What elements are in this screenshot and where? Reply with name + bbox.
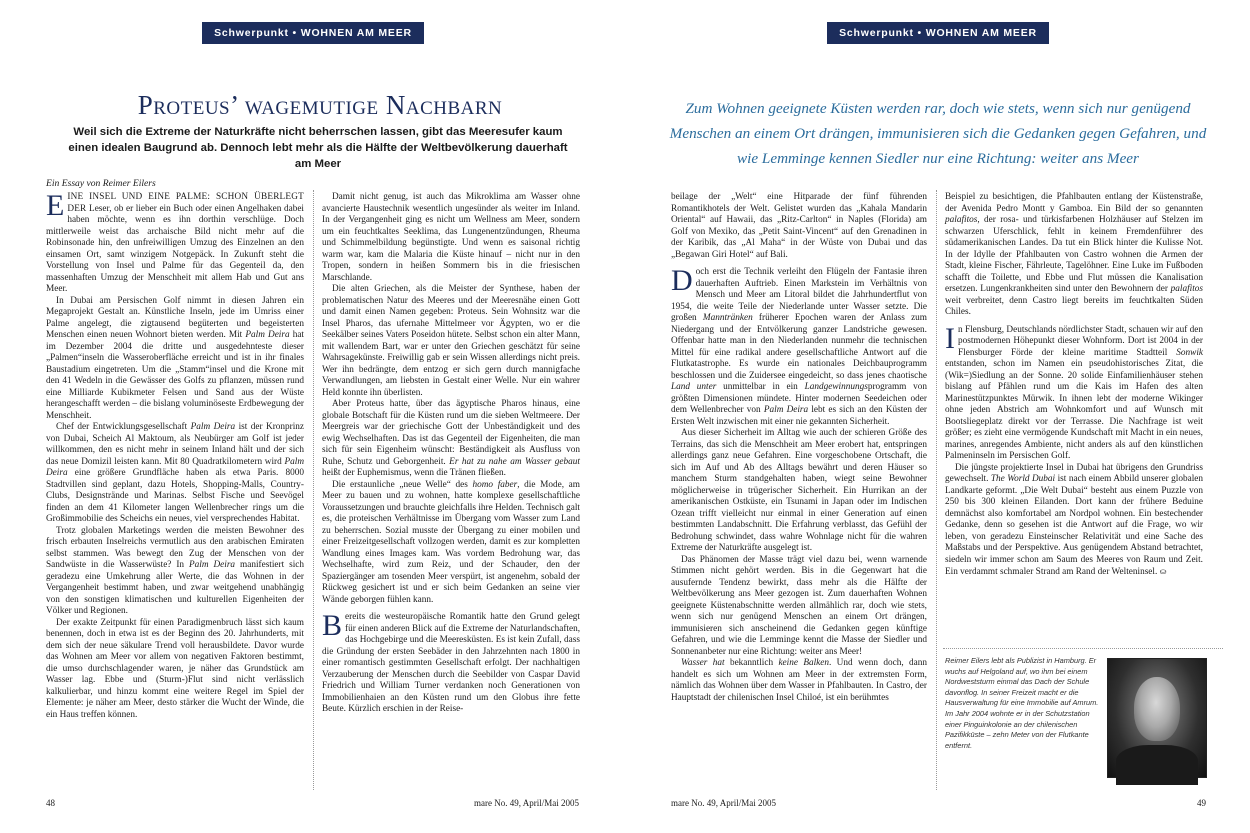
column-divider (936, 190, 937, 790)
article-lead: Weil sich die Extreme der Naturkräfte nicht beherrschen lassen, gibt das Meeresufer kaum einen idealen Baugrund ab. Dennoch lebt mehr als die Hälfte der Weltbevölkerung dauerhaft am Meer (68, 126, 568, 170)
magazine-issue: mare No. 49, April/Mai 2005 (671, 798, 776, 808)
paragraph: beilage der „Welt“ eine Hitparade der fünf führenden Romantikhotels der Welt. Gelistet wurden das „Kahala Mandarin Oriental“ auf Hawaii, das „Ritz-Carlton“ in Naples (Florida) am Golf von Mexiko, das „Petit Saint-Vincent“ auf den Grenadinen in der Karibik, das „Al Maha“ in der Wüste von Dubai und das „Begawan Giri Hotel“ auf Bali. (671, 192, 927, 260)
portrait-face (1134, 677, 1180, 741)
portrait-shoulders (1116, 745, 1198, 785)
paragraph: Aus dieser Sicherheit im Alltag wie auch der schieren Größe des Terrains, das sich die Menschheit am Meer erobert hat, entspringen allerdings ganz neue Gefahren. Eine vorgeschobene Ortschaft, die sich im Auf und Ab des Alltags bewährt und deren Häuser so manchem Sturm standgehalten haben, wiegt seine Bewohner möglicherweise in trügerischer Sicherheit. Ein Hurrikan an der amerikanischen Ostküste, ein Tsunami in Japan oder im Indischen Ozean trifft vielleicht nur einmal in einer Generation auf einen bestimmten Landabschnitt. Die Erfahrung verblasst, das Gefühl der Bedrohung schwindet, dass wahre Wohnlage nicht für die wahren Extreme der Naturkräfte ausgelegt ist. (671, 428, 927, 553)
paragraph: Doch erst die Technik verleiht den Flügeln der Fantasie ihren dauerhaften Auftrieb. Einen Markstein im Verhältnis von Mensch und Meer am Litoral bildet die Jahrhundertflut von 1954, die weite Teile der Niederlande unter Wasser setzte. Die großen Manntränken früherer Epochen waren der Anlass zum Niedergang und der Entvölkerung ganzer Landstriche gewesen. Offenbar hatte man in den Niederlanden nunmehr die technischen Mittel für eine radikal andere gesellschaftliche Antwort auf die Flutkatastrophe. Es wurde ein nationales Deichbauprogramm beschlossen und die Zuidersee eingedeicht, so dass jenes chaotische Land unter unmittelbar in ein Landgewinnungsprogramm von größten Dimensionen mündete. Hinter modernen Seedeichen oder dem Wellenbrecher von Palm Deira lebt es sich an den Küsten der Ersten Welt inzwischen mit einer nie gekannten Sicherheit. (671, 264, 928, 427)
paragraph: Trotz globalen Marketings werden die meisten Bewohner des frisch erbauten Inselreichs vermutlich aus den arabischen Emiraten selbst stammen. Was bewegt den Zug der Menschen von der Sandwüste in die Wasserwüste? In Palm Deira manifestiert sich geradezu eine Umkehrung aller Werte, die das Wohnen in der Vergangenheit bestimmt haben, und zwar weitgehend unabhängig von den sonstigen klimatischen und kulturellen Eigenheiten der Völker und Regionen. (46, 525, 305, 616)
paragraph: Damit nicht genug, ist auch das Mikroklima am Wasser ohne avancierte Haustechnik wesentlich ungesünder als weiter im Inland. In der Vergangenheit ging es nicht um Wellness am Meer, sondern um ein feuchtkaltes Seeklima, das Lungenentzündungen, Rheuma und Schimmelbildung begünstigte. Und wenn es saisonal richtig warm war, kam die Malaria die Küste hinauf – nicht nur in den Tropen, sondern in heißen Sommern bis in die friesischen Marschlande. (322, 192, 580, 283)
paragraph: Chef der Entwicklungsgesellschaft Palm Deira ist der Kronprinz von Dubai, Scheich Al Maktoum, als Neubürger am Golf ist jeder willkommen, den es nicht mehr in seinem Inland hält und der sich das neue Domizil leisten kann. Mit 80 Quadratkilometern wird Palm Deira eine größere Grundfläche haben als etwa Paris. 8000 Stadtvillen sind geplant, dazu Hotels, Shopping-Malls, Country-Clubs, Designstrände und Marinas. Selbst Fische und Seevögel finden an dem 41 Kilometer langen Wellenbrecher rings um die Großimmobilie des Scheichs ein neues, viel versprechendes Habitat. (46, 422, 305, 524)
magazine-issue: mare No. 49, April/Mai 2005 (474, 798, 579, 808)
author-portrait (1107, 658, 1207, 778)
right-page (625, 0, 1250, 833)
pull-quote: Zum Wohnen geeignete Küsten werden rar, doch wie stets, wenn sich nur genügend Menschen an einem Ort drängen, immunisieren sich die Gedanken gegen Gefahren, und wie Lemminge kennen Siedler nur eine Richtung: weiter ans Meer (669, 100, 1207, 167)
paragraph: Die jüngste projektierte Insel in Dubai hat übrigens den Grundriss gewechselt. The World Dubai ist nach einem Abbild unserer globalen Landkarte geformt. „Die Welt Dubai“ besteht aus einem Puzzle von 250 bis 300 kleinen Eilanden. Dort kann der frühere Beduine demnächst also komfortabel am Nordpol wohnen. Ein bestechender Gedanke, denn so gesehen ist die Antwort auf die Frage, wo wir leben, von geradezu Einsteinscher Relativität und eine Sache des Maßstabs und der Perspektive. Aus genügendem Abstand betrachtet, siedeln wir immer schon am Saum des Meeres von Raum und Zeit. Ein verdammt schmaler Strand am Rand der Welteninsel. ⛀ (945, 462, 1204, 577)
bio-divider (943, 648, 1223, 649)
byline: Ein Essay von Reimer Eilers (46, 178, 156, 189)
drop-cap: E (46, 189, 65, 222)
author-bio: Reimer Eilers lebt als Publizist in Hamburg. Er wuchs auf Helgoland auf, wo ihm bei einem Nordweststurm einmal das Dach der Schule davonflog. In seiner Freizeit macht er die Hausverwaltung für eine Immobilie auf Amrum. Im Jahr 2004 wohnte er in der Schutzstation einer Pinguinkolonie an der chilenischen Pazifikküste – zehn Meter von der Flutkante entfernt. (945, 656, 1099, 750)
paragraph: Das Phänomen der Masse trägt viel dazu bei, wenn warnende Stimmen nicht gehört werden. Bis in die Gegenwart hat die ausufernde Tendenz bewirkt, dass mehr als die Hälfte der Weltbevölkerung ans Meer gezogen ist. Zum dauerhaften Wohnen geeignete Küstenabschnitte werden allmählich rar, doch wie stets, wenn sich nur genügend Menschen an einem Ort drängen, immunisieren sich anscheinend die Gedanken gegen künftige Gefahren, und wie die Lemminge kennt die Masse der Siedler und Sonnenanbeter nur eine Richtung: weiter ans Meer! (671, 554, 927, 657)
paragraph: Die alten Griechen, als die Meister der Synthese, haben der problematischen Natur des Meeres und der Meeresnähe einen Gott und damit einen Namen gegeben: Proteus. Sein Wohnsitz war die Insel Pharos, das ufernahe Mittelmeer vor Ägypten, wo er die Seekälber seines Vaters Poseidon hütete. Selbst schon ein alter Mann, mit wallendem Bart, war er unter den Griechen geschätzt für seine Wahrsagekünste. Freiwillig gab er sein Wissen allerdings nicht preis. Wer ihn bedrängte, dem entzog er sich gern durch mannigfache Verwandlungen, am liebsten in Gestalt einer Welle. Nur ein wahrer Held konnte ihn überlisten. (322, 284, 580, 398)
column-divider (313, 190, 314, 790)
paragraph: Beispiel zu besichtigen, die Pfahlbauten entlang der Küstenstraße, der Avenida Pedro Montt y Gamboa. Ein Bild der so genannten palafitos, der rosa- und türkisfarbenen Holzhäuser auf Stelzen im schwarzen Uferschlick, fehlt in keinem Fremdenführer des südamerikanischen Landes. Da tut ein Blick hinter die Kulisse Not. In der Idylle der Pfahlbauten von Castro wohnen die Armen der Stadt, kleine Fischer, Fährleute, Tagelöhner. Eine Luke im Fußboden schafft die Toilette, und Ebbe und Flut müssen die Kanalisation ersetzen. Lungenkrankheiten sind unter den Bewohnern der palafitos weit verbreitet, denn Castro liegt bereits im feuchtkalten Süden Chiles. (945, 192, 1204, 317)
column-1 (46, 189, 305, 721)
page-number: 48 (46, 798, 55, 808)
paragraph: Aber Proteus hatte, über das ägyptische Pharos hinaus, eine globale Botschaft für die Küsten rund um die sieben Weltmeere. Der Meergreis war der griechische Gott der Unbeständigkeit und des ewig Wechselhaften. Das ist das Gegenteil der Eigenheiten, die man sich für sein Eigenheim wünscht: Beständigkeit als Ausfluss von Ruhe, Schutz und Geborgenheit. Er hat zu nahe am Wasser gebaut heißt der Euphemismus, wenn die Tränen fließen. (322, 399, 580, 478)
paragraph: Der exakte Zeitpunkt für einen Paradigmenbruch lässt sich kaum benennen, doch in etwa ist es der Beginn des 20. Jahrhunderts, mit dem sich der neue säkulare Trend voll herausbildete. Davor wurde das Wohnen am Meer vor allem von negativen Faktoren bestimmt, die umso durchschlagender waren, je näher das Grundstück am Wasser lag. Ebbe und (Sturm-)Flut sind nicht verlässlich kalkulierbar, und hinzu kommt eine weitere Regel im Spiel der Elemente: je näher am Meer, desto stärker die Wucht der Winde, die ein Haus treffen können. (46, 617, 304, 720)
paragraph: Bereits die westeuropäische Romantik hatte den Grund gelegt für einen anderen Blick auf die Extreme der Naturlandschaften, das Hochgebirge und die Meeresküsten. Es ist kein Zufall, dass die Gründung der ersten Seebäder in den Jahrzehnten nach 1800 in einer romantisch gestimmten Gesellschaft erfolgt. Der nachhaltigen Verzauberung der Menschen durch die Seebilder von Caspar David Friedrich und William Turner verdanken noch Generationen von Immobilienhaien an den Küsten rund um den Globus ihre fette Beute. Kürzlich erschien in der Reise- (322, 609, 581, 714)
paragraph: In Flensburg, Deutschlands nördlichster Stadt, schauen wir auf den postmodernen Höhepunkt dieser Wohnform. Dort ist 2004 in der Flensburger Förde der kleine maritime Stadtteil Sonwik entstanden, schon im Namen ein pseudohistorisches Zitat, die (Wik=)Siedlung an der Sonne. 20 solide Einfamilienhäuser stehen bislang auf Pfählen rund um die Kais im Hafen des alten Marinestützpunktes Mürwik. In ihnen lebt der moderne Wikinger ohne jeden Abstrich am Wohnkomfort und auf Wunsch mit Bootsliegeplatz direkt vor der Terrasse. Die Nachfrage ist weit größer; es zieht eine vermögende Kundschaft mit Macht in ein neues, marines, anregendes Ambiente, nicht anders als auf den künstlichen Palmeninseln im Persischen Golf. (945, 321, 1204, 461)
end-mark-icon: ⛀ (1159, 567, 1167, 576)
drop-cap: D (671, 264, 693, 297)
article-title: Proteus’ wagemutige Nachbarn (137, 90, 503, 120)
column-1 (671, 192, 927, 704)
paragraph: EINE INSEL UND EINE PALME: SCHON ÜBERLEGT DER Leser, ob er lieber ein Buch oder einen Angelhaken dabei haben möchte, wenn es ihn dorthin verschlüge. Doch mittlerweile weist das archaische Bild nicht mehr auf die Robinsonade hin, den unfreiwilligen Umzug des Einzelnen an den einsamen Ort, samt winzigem Notgepäck. In Zukunft steht die Vorstellung von Insel und Palme für das Gegenteil da, den massenhaften Umzug der Menschheit mit allem Hab und Gut ans Meer. (46, 189, 304, 294)
section-banner: Schwerpunkt • WOHNEN AM MEER (827, 22, 1049, 44)
drop-cap: I (945, 321, 955, 355)
paragraph: Die erstaunliche „neue Welle“ des homo faber, die Mode, am Meer zu bauen und zu wohnen, hatte komplexe gesellschaftliche Voraussetzungen und brauchte gleichfalls ihre Helden. Technisch galt es, die proteischen Verhältnisse im Übergang vom Wasser zum Land zu beherrschen. Sozial musste der Übergang zu einer mobilen und einer Freizeitgesellschaft vollzogen werden, damit es zur kompletten Wandlung eines Images kam. Was vordem Bedrohung war, das Wechselhafte, wird zum Reiz, und der Schauder, den der Spaziergänger am tosenden Meer verspürt, ist angenehm, sobald der Rückweg gesichert ist und er sich beim Gedanken an seine vier Wände geborgen fühlen kann. (322, 479, 580, 605)
column-2 (945, 192, 1203, 579)
paragraph: Wasser hat bekanntlich keine Balken. Und wenn doch, dann handelt es sich um Wohnen am Meer in der extremsten Form, nämlich das Wohnen über dem Wasser in Pfahlbauten. In Castro, der Hauptstadt der chilenischen Insel Chiloé, ist ein berühmtes (671, 658, 927, 703)
section-banner: Schwerpunkt • WOHNEN AM MEER (202, 22, 424, 44)
drop-cap: B (322, 609, 343, 642)
column-2 (322, 192, 580, 716)
paragraph: In Dubai am Persischen Golf nimmt in diesen Jahren ein Megaprojekt Gestalt an. Künstliche Inseln, jede im Umriss einer Palme angelegt, die zigtausend begüterten und begeisterten Menschen einen neuen Wohnort bieten werden. Mit Palm Deira hat im Dezember 2004 die dritte und ausgedehnteste dieser „Palmen“inseln die Wasseroberfläche erreicht und ist in ihr finales Baustadium eingetreten. Um die „Stamm“insel und die Krone mit den 41 Wedeln in die Gewässer des Golfs zu pflanzen, müssen rund eine Milliarde Kubikmeter Felsen und Sand aus der Wüste herangeschafft werden – die bislang voluminöseste Erdbewegung der Menschheit. (46, 295, 305, 421)
page-number: 49 (1197, 798, 1206, 808)
